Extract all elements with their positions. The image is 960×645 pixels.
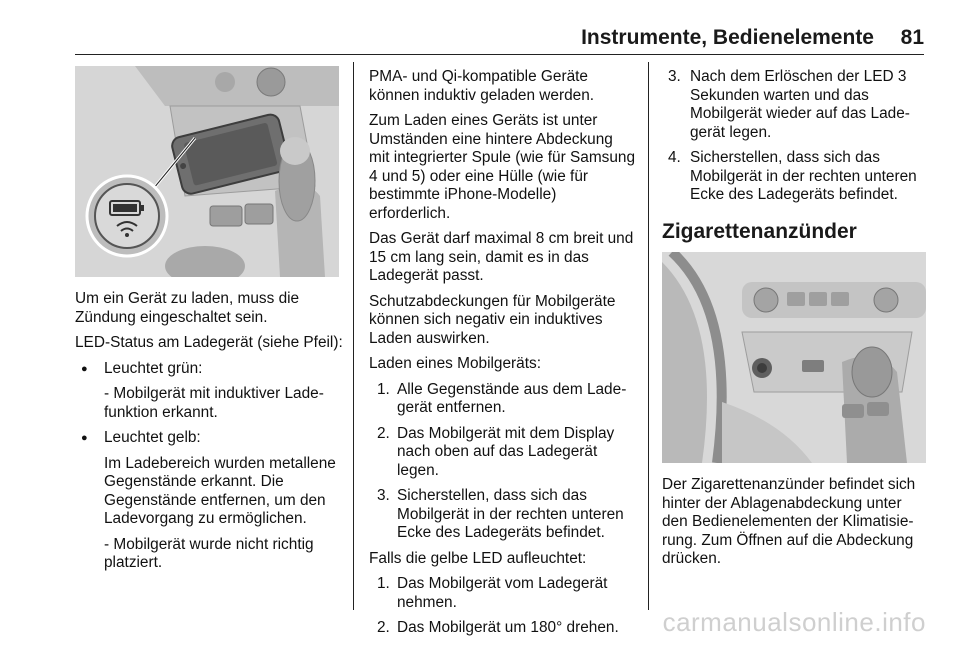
header-rule xyxy=(75,54,924,55)
list-item: 2. Das Mobilgerät um 180° drehen. xyxy=(377,619,619,636)
section-heading: Zigarettenanzünder xyxy=(662,219,857,243)
paragraph: PMA- und Qi-kompatible Geräte können induktiv geladen werden. xyxy=(369,68,595,104)
column-2 xyxy=(369,68,637,645)
charger-illustration xyxy=(75,66,339,277)
list-item: 3. Nach dem Erlöschen der LED 3 Sekunden warten und das Mobilgerät wieder auf das Ladegerät legen. xyxy=(668,68,910,141)
paragraph: Der Zigarettenanzünder befindet sich hinter der Ablagenabdeckung unter den Bedienelementen der Klimatisierung. Zum Öffnen auf die Abdeckung drücken. xyxy=(662,476,916,567)
paragraph: Laden eines Mobilgeräts: xyxy=(369,355,541,372)
cigarette-lighter-icon xyxy=(752,358,772,378)
intro-text: Um ein Gerät zu laden, muss die Zündung eingeschaltet sein. xyxy=(75,290,300,326)
list-item: 4. Sicherstellen, dass sich das Mobilgerät in der rechten unteren Ecke des Ladegeräts befindet. xyxy=(668,149,917,203)
column-divider-2 xyxy=(648,62,649,610)
list-item: 1. Alle Gegenstände aus dem Ladegerät entfernen. xyxy=(377,380,627,416)
column-divider-1 xyxy=(353,62,354,610)
wireless-charger-figure xyxy=(75,66,339,277)
column-3 xyxy=(662,68,928,257)
yellow-description-2: - Mobilgerät wurde nicht richtig platziert. xyxy=(104,535,314,571)
green-description: - Mobilgerät mit induktiver Ladefunktion erkannt. xyxy=(104,385,324,421)
paragraph: Zum Laden eines Geräts ist unter Umständen eine hintere Abdeckung mit integrierter Spule (wie für Samsung 4 und 5) oder eine Hülle (wie für bestimmte iPhone-Modelle) erforderlich. xyxy=(369,112,636,222)
lighter-description-block xyxy=(662,476,928,576)
watermark: carmanualsonline.info xyxy=(662,607,926,637)
paragraph: Falls die gelbe LED aufleuchtet: xyxy=(369,549,587,567)
page-number: 81 xyxy=(900,26,924,49)
column-1 xyxy=(75,290,345,580)
led-status-text: LED-Status am Ladegerät (siehe Pfeil): xyxy=(75,334,343,351)
list-item: 3. Sicherstellen, dass sich das Mobilgerät in der rechten unteren Ecke des Ladegeräts befindet. xyxy=(377,487,624,541)
paragraph: Schutzabdeckungen für Mobilgeräte können sich negativ ein induktives Laden auswirken. xyxy=(369,292,616,347)
cigarette-lighter-figure xyxy=(662,252,926,463)
yellow-description-1: Im Ladebereich wurden metallene Gegenstände erkannt. Die Gegenstände entfernen, um den Ladevorgang zu ermöglichen. xyxy=(104,454,336,527)
paragraph: Das Gerät darf maximal 8 cm breit und 15 cm lang sein, damit es in das Ladegerät passt. xyxy=(369,230,634,284)
list-item: 2. Das Mobilgerät mit dem Display nach oben auf das Ladegerät legen. xyxy=(377,424,615,479)
bullet-green: ● Leuchtet grün: xyxy=(75,360,345,379)
list-item: 1. Das Mobilgerät vom Ladegerät nehmen. xyxy=(377,575,608,611)
header-title: Instrumente, Bedienelemente xyxy=(581,26,874,49)
lighter-illustration xyxy=(662,252,926,463)
bullet-yellow: ● Leuchtet gelb: xyxy=(75,429,345,448)
